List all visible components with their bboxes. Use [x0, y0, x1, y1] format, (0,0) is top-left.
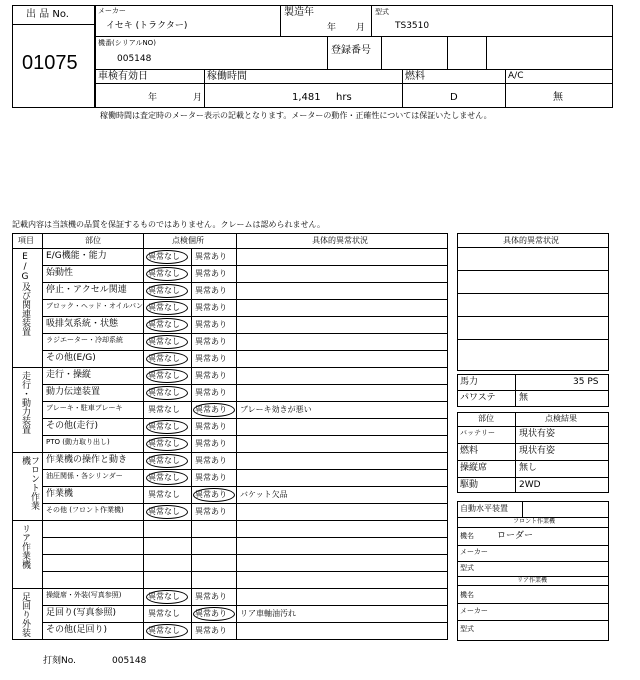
option-abnormal: 異常あり: [195, 439, 227, 448]
front-maker-label: メーカー: [460, 548, 488, 556]
row-part: 始動性: [46, 268, 74, 278]
row-part: 操縦席・外装(写真参照): [46, 591, 122, 599]
model-label: 型式: [375, 8, 389, 16]
option-abnormal: 異常あり: [195, 473, 227, 482]
registration-label: 登録番号: [331, 45, 371, 56]
option-abnormal: 異常あり: [195, 626, 227, 635]
serial-label: 機番(シリアルNO): [98, 39, 156, 47]
selected-mark-oval: [146, 301, 188, 315]
row-part: 足回り(写真参照): [46, 608, 117, 618]
hours-note: 稼働時間は査定時のメーター表示の記載となります。メーターの動作・正確性については保証いたしません。: [100, 111, 492, 120]
selected-mark-oval: [146, 369, 188, 383]
horsepower-label: 馬力: [460, 377, 479, 387]
option-normal: 異常なし: [148, 592, 180, 601]
option-abnormal: 異常あり: [195, 422, 227, 431]
auto-level-label: 自動水平装置: [460, 504, 508, 513]
row-part: 動力伝達装置: [46, 387, 101, 397]
row-line: [42, 282, 448, 283]
check-label: 燃料: [460, 446, 479, 456]
selected-mark-oval: [146, 352, 188, 366]
ac-label: A/C: [508, 71, 524, 81]
option-abnormal: 異常あり: [195, 490, 227, 499]
selected-mark-oval: [146, 437, 188, 451]
option-abnormal: 異常あり: [195, 609, 227, 618]
group-label: リア作業機: [20, 524, 30, 569]
row-line: [42, 299, 448, 300]
hours-value: 1,481: [292, 92, 321, 103]
check-value: 2WD: [519, 480, 541, 490]
front-implement-header: フロント作業機: [513, 518, 556, 525]
group-label: 足回り外装: [20, 592, 30, 637]
power-steering-label: パワステ: [460, 393, 496, 403]
row-part: 油圧関係・各シリンダー: [46, 472, 123, 480]
hours-unit: hrs: [336, 92, 352, 103]
front-name-value: ローダー: [497, 531, 534, 541]
selected-mark-oval: [146, 335, 188, 349]
row-line: [42, 503, 448, 504]
row-part: その他 (フロント作業機): [46, 506, 124, 514]
row-part: ラジエーター・冷却系統: [46, 336, 123, 344]
model-value: TS3510: [395, 21, 430, 31]
option-normal: 異常なし: [148, 371, 180, 380]
maker-value: イセキ (トラクター): [106, 21, 188, 31]
option-abnormal: 異常あり: [195, 252, 227, 261]
right-detail-header: 具体的異常状況: [503, 236, 559, 245]
group-line: [12, 520, 448, 521]
rear-name-label: 機名: [460, 591, 474, 599]
option-normal: 異常なし: [148, 439, 180, 448]
row-line: [42, 435, 448, 436]
selected-mark-oval: [146, 454, 188, 468]
group-line: [12, 588, 448, 589]
ac-value: 無: [553, 92, 563, 103]
col-item-header: 項目: [18, 236, 34, 245]
selected-mark-oval: [146, 267, 188, 281]
group-line: [12, 452, 448, 453]
row-line: [42, 605, 448, 606]
row-line: [42, 265, 448, 266]
col-check-header: 点検個所: [172, 236, 204, 245]
option-abnormal: 異常あり: [195, 456, 227, 465]
row-line: [42, 418, 448, 419]
rear-implement-header: リア作業機: [517, 577, 548, 584]
fuel-label: 燃料: [405, 71, 425, 82]
option-normal: 異常なし: [148, 422, 180, 431]
power-steering-value: 無: [519, 393, 529, 403]
option-abnormal: 異常あり: [195, 269, 227, 278]
inspection-year: 年: [148, 93, 158, 103]
option-normal: 異常なし: [148, 473, 180, 482]
option-normal: 異常なし: [148, 388, 180, 397]
option-abnormal: 異常あり: [195, 592, 227, 601]
option-abnormal: 異常あり: [195, 388, 227, 397]
row-part: その他(走行): [46, 421, 99, 431]
row-line: [42, 554, 448, 555]
row-part: PTO (動力取り出し): [46, 438, 110, 446]
option-abnormal: 異常あり: [195, 320, 227, 329]
option-normal: 異常なし: [148, 269, 180, 278]
row-line: [42, 622, 448, 623]
row-line: [42, 571, 448, 572]
year-label: 製造年: [284, 7, 314, 18]
row-line: [42, 469, 448, 470]
hours-label: 稼働時間: [207, 71, 247, 82]
front-name-label: 機名: [460, 532, 474, 540]
row-line: [42, 350, 448, 351]
option-abnormal: 異常あり: [195, 337, 227, 346]
serial-value: 005148: [117, 54, 152, 64]
row-line: [42, 401, 448, 402]
selected-mark-oval: [146, 420, 188, 434]
option-normal: 異常なし: [148, 337, 180, 346]
maker-label: メーカー: [98, 7, 126, 15]
row-detail: ブレーキ効きが悪い: [240, 405, 312, 414]
option-normal: 異常なし: [148, 354, 180, 363]
check-value: 現状有姿: [519, 429, 556, 439]
lot-number: 01075: [22, 52, 78, 74]
selected-mark-oval: [146, 471, 188, 485]
col-part-header: 部位: [85, 236, 101, 245]
col-detail-header: 具体的異常状況: [312, 236, 368, 245]
check-value: 無し: [519, 463, 538, 473]
check-label: バッテリー: [460, 429, 495, 437]
selected-mark-oval: [146, 386, 188, 400]
selected-mark-oval: [193, 607, 235, 621]
selected-mark-oval: [146, 250, 188, 264]
row-line: [42, 316, 448, 317]
selected-mark-oval: [193, 488, 235, 502]
row-part: 吸排気系統・状態: [46, 319, 119, 329]
option-normal: 異常なし: [148, 405, 180, 414]
option-normal: 異常なし: [148, 490, 180, 499]
part-header: 部位: [478, 414, 494, 423]
row-part: 停止・アクセル関連: [46, 285, 127, 295]
lot-label: 出 品 No.: [26, 9, 69, 20]
row-part: 作業機: [46, 489, 74, 499]
option-abnormal: 異常あり: [195, 354, 227, 363]
check-value: 現状有姿: [519, 446, 556, 456]
group-label: フロント作業機: [20, 456, 39, 510]
option-normal: 異常なし: [148, 507, 180, 516]
header-line: [12, 248, 448, 249]
result-header: 点検結果: [545, 414, 577, 423]
row-part: ブレーキ・駐車ブレーキ: [46, 404, 123, 412]
group-line: [12, 367, 448, 368]
inspection-label: 車検有効日: [98, 71, 148, 82]
check-label: 駆動: [460, 480, 479, 490]
option-normal: 異常なし: [148, 320, 180, 329]
row-line: [42, 333, 448, 334]
rear-maker-label: メーカー: [460, 607, 488, 615]
col-divider: [143, 233, 144, 639]
row-part: 作業機の操作と動き: [46, 455, 128, 465]
front-model-label: 型式: [460, 564, 474, 572]
fuel-value: D: [450, 92, 458, 103]
option-normal: 異常なし: [148, 252, 180, 261]
option-abnormal: 異常あり: [195, 303, 227, 312]
selected-mark-oval: [146, 284, 188, 298]
selected-mark-oval: [146, 624, 188, 638]
option-abnormal: 異常あり: [195, 286, 227, 295]
row-line: [42, 537, 448, 538]
stamp-value: 005148: [112, 656, 147, 666]
year-unit: 年: [327, 23, 337, 33]
option-abnormal: 異常あり: [195, 371, 227, 380]
selected-mark-oval: [193, 403, 235, 417]
option-normal: 異常なし: [148, 456, 180, 465]
month-unit: 月: [356, 23, 366, 33]
row-detail: バケット欠品: [240, 490, 288, 499]
option-abnormal: 異常あり: [195, 405, 227, 414]
group-label: E/G及び関連装置: [20, 252, 30, 336]
check-label: 操縦席: [460, 463, 488, 473]
row-line: [42, 486, 448, 487]
group-label: 走行・動力装置: [20, 371, 30, 434]
row-detail: リア車軸油汚れ: [240, 609, 296, 618]
stamp-label: 打刻No.: [43, 656, 76, 666]
row-part: E/G機能・能力: [46, 251, 107, 261]
rear-model-label: 型式: [460, 625, 474, 633]
row-part: その他(足回り): [46, 625, 108, 635]
row-part: ブロック・ヘッド・オイルパン: [46, 302, 144, 310]
inspection-month: 月: [193, 93, 203, 103]
col-divider: [42, 233, 43, 639]
selected-mark-oval: [146, 318, 188, 332]
option-normal: 異常なし: [148, 303, 180, 312]
option-abnormal: 異常あり: [195, 507, 227, 516]
row-part: 走行・操縦: [46, 370, 92, 380]
option-normal: 異常なし: [148, 286, 180, 295]
selected-mark-oval: [146, 590, 188, 604]
col-divider: [236, 233, 237, 639]
selected-mark-oval: [146, 505, 188, 519]
col-divider: [191, 248, 192, 639]
horsepower-value: 35 PS: [573, 377, 599, 387]
row-line: [42, 384, 448, 385]
disclaimer: 記載内容は当該機の品質を保証するものではありません。クレームは認められません。: [12, 220, 325, 229]
option-normal: 異常なし: [148, 609, 180, 618]
option-normal: 異常なし: [148, 626, 180, 635]
row-part: その他(E/G): [46, 353, 96, 363]
